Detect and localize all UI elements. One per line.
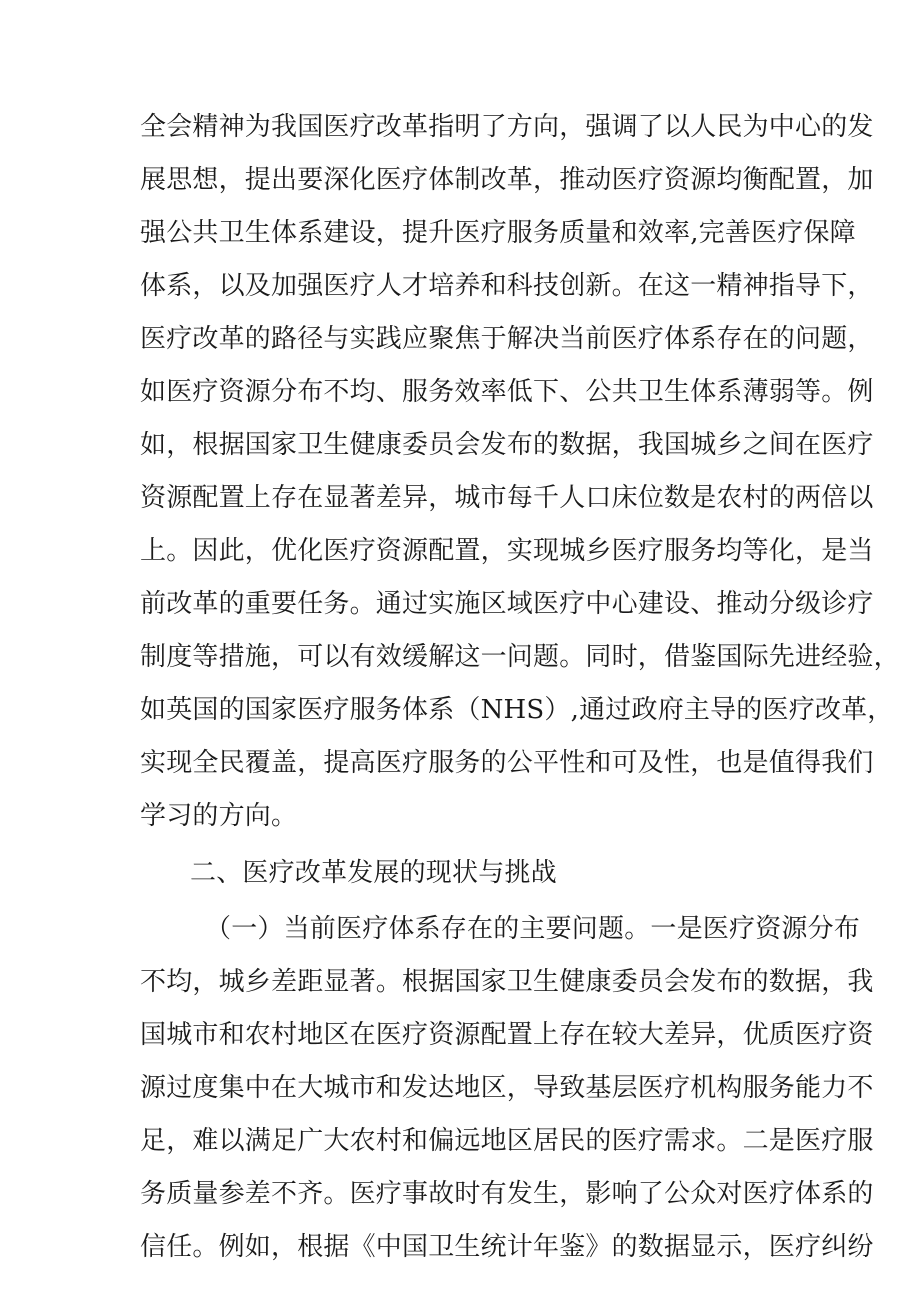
paragraph-line: 全会精神为我国医疗改革指明了方向，强调了以人民为中心的发 (140, 112, 874, 142)
paragraph-line: 学习的方向。 (140, 801, 298, 831)
paragraph-line: （一）当前医疗体系存在的主要问题。一是医疗资源分布 (205, 914, 861, 944)
paragraph-line: 如医疗资源分布不均、服务效率低下、公共卫生体系薄弱等。例 (140, 377, 874, 407)
paragraph-line: 展思想，提出要深化医疗体制改革，推动医疗资源均衡配置，加 (140, 165, 874, 195)
paragraph-line: 实现全民覆盖，提高医疗服务的公平性和可及性，也是值得我们 (140, 748, 874, 778)
paragraph-line: 如英国的国家医疗服务体系（NHS）,通过政府主导的医疗改革， (140, 695, 894, 725)
paragraph-line: 如，根据国家卫生健康委员会发布的数据，我国城乡之间在医疗 (140, 430, 874, 460)
paragraph-line: 信任。例如，根据《中国卫生统计年鉴》的数据显示，医疗纠纷 (140, 1232, 874, 1262)
paragraph-line: 足，难以满足广大农村和偏远地区居民的医疗需求。二是医疗服 (140, 1126, 874, 1156)
paragraph-line: 强公共卫生体系建设，提升医疗服务质量和效率,完善医疗保障 (140, 218, 856, 248)
paragraph-line: 源过度集中在大城市和发达地区，导致基层医疗机构服务能力不 (140, 1073, 874, 1103)
section-heading: 二、医疗改革发展的现状与挑战 (190, 858, 557, 888)
paragraph-line: 体系，以及加强医疗人才培养和科技创新。在这一精神指导下， (140, 271, 874, 301)
paragraph-line: 医疗改革的路径与实践应聚焦于解决当前医疗体系存在的问题， (140, 324, 874, 354)
paragraph-line: 上。因此，优化医疗资源配置，实现城乡医疗服务均等化，是当 (140, 536, 874, 566)
paragraph-line: 资源配置上存在显著差异，城市每千人口床位数是农村的两倍以 (140, 483, 874, 513)
paragraph-line: 国城市和农村地区在医疗资源配置上存在较大差异，优质医疗资 (140, 1020, 874, 1050)
paragraph-line: 不均，城乡差距显著。根据国家卫生健康委员会发布的数据，我 (140, 967, 874, 997)
paragraph-line: 制度等措施，可以有效缓解这一问题。同时，借鉴国际先进经验， (140, 642, 900, 672)
paragraph-line: 务质量参差不齐。医疗事故时有发生，影响了公众对医疗体系的 (140, 1179, 874, 1209)
paragraph-line: 前改革的重要任务。通过实施区域医疗中心建设、推动分级诊疗 (140, 589, 874, 619)
